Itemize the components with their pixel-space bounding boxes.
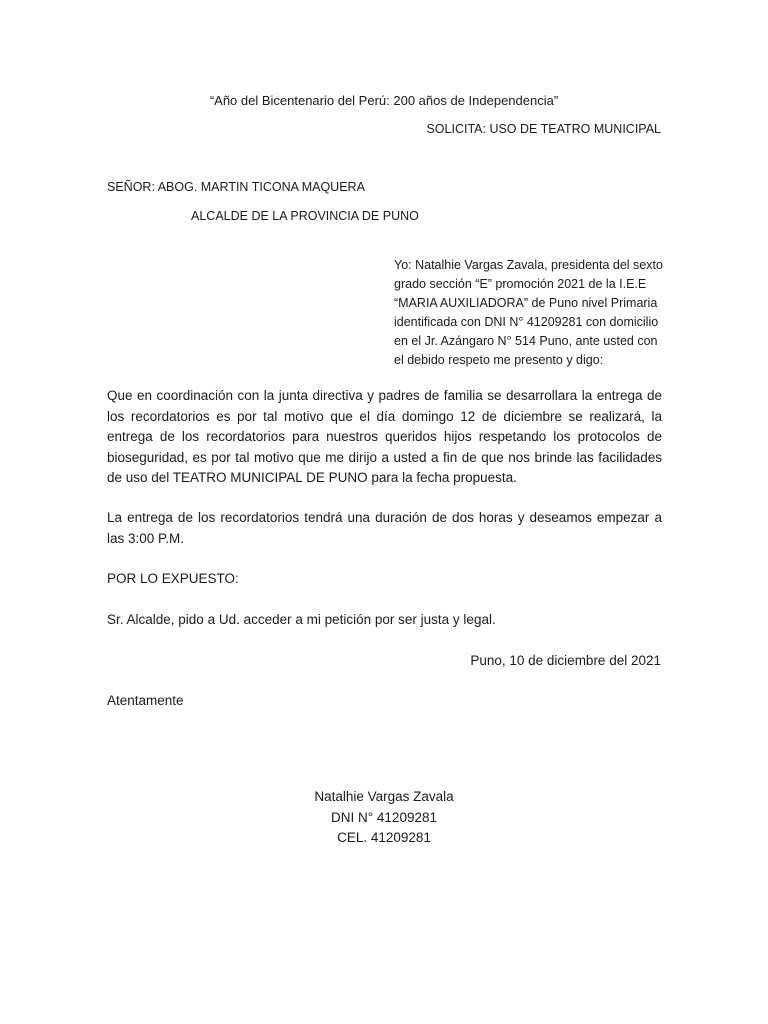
signature-block [284,787,484,849]
place-date: Puno, 10 de diciembre del 2021 [470,653,661,668]
intro-line: Yo: Natalhie Vargas Zavala, presidenta del sexto [394,258,663,272]
signature-cel: CEL. 41209281 [337,830,431,845]
por-lo-expuesto-heading: POR LO EXPUESTO: [107,571,239,586]
subject-line: SOLICITA: USO DE TEATRO MUNICIPAL [426,122,661,136]
motto-line: “Año del Bicentenario del Perú: 200 años de Independencia” [209,93,559,108]
recipient-title: ALCALDE DE LA PROVINCIA DE PUNO [191,209,419,223]
intro-line: identificada con DNI N° 41209281 con domicilio [394,315,659,329]
intro-line: en el Jr. Azángaro N° 514 Puno, ante usted con [394,334,658,348]
signature-dni: DNI N° 41209281 [331,809,437,825]
signature-name: Natalhie Vargas Zavala [314,789,454,804]
petition-line: Sr. Alcalde, pido a Ud. acceder a mi petición por ser justa y legal. [107,612,496,627]
intro-line: “MARIA AUXILIADORA” de Puno nivel Primaria [394,296,658,310]
intro-line: el debido respeto me presento y digo: [394,353,604,367]
body-paragraph-2: La entrega de los recordatorios tendrá una duración de dos horas y deseamos empezar a las 3:00 P.M. [107,510,662,546]
recipient-line: SEÑOR: ABOG. MARTIN TICONA MAQUERA [107,180,365,194]
intro-line: grado sección “E” promoción 2021 de la I.E.E [394,277,647,291]
introduction-block [394,256,662,370]
closing-line: Atentamente [107,693,184,708]
body-paragraph-1: Que en coordinación con la junta directiva y padres de familia se desarrollara la entrega de los recordatorios es por tal motivo que el día domingo 12 de diciembre se realizará, la entrega de los recordatorios para nuestros queridos hijos respetando los protocolos de bioseguridad, es por tal motivo que me dirijo a usted a fin de que nos brinde las facilidades de uso del TEATRO MUNICIPAL DE PUNO para la fecha propuesta. [107,388,662,485]
